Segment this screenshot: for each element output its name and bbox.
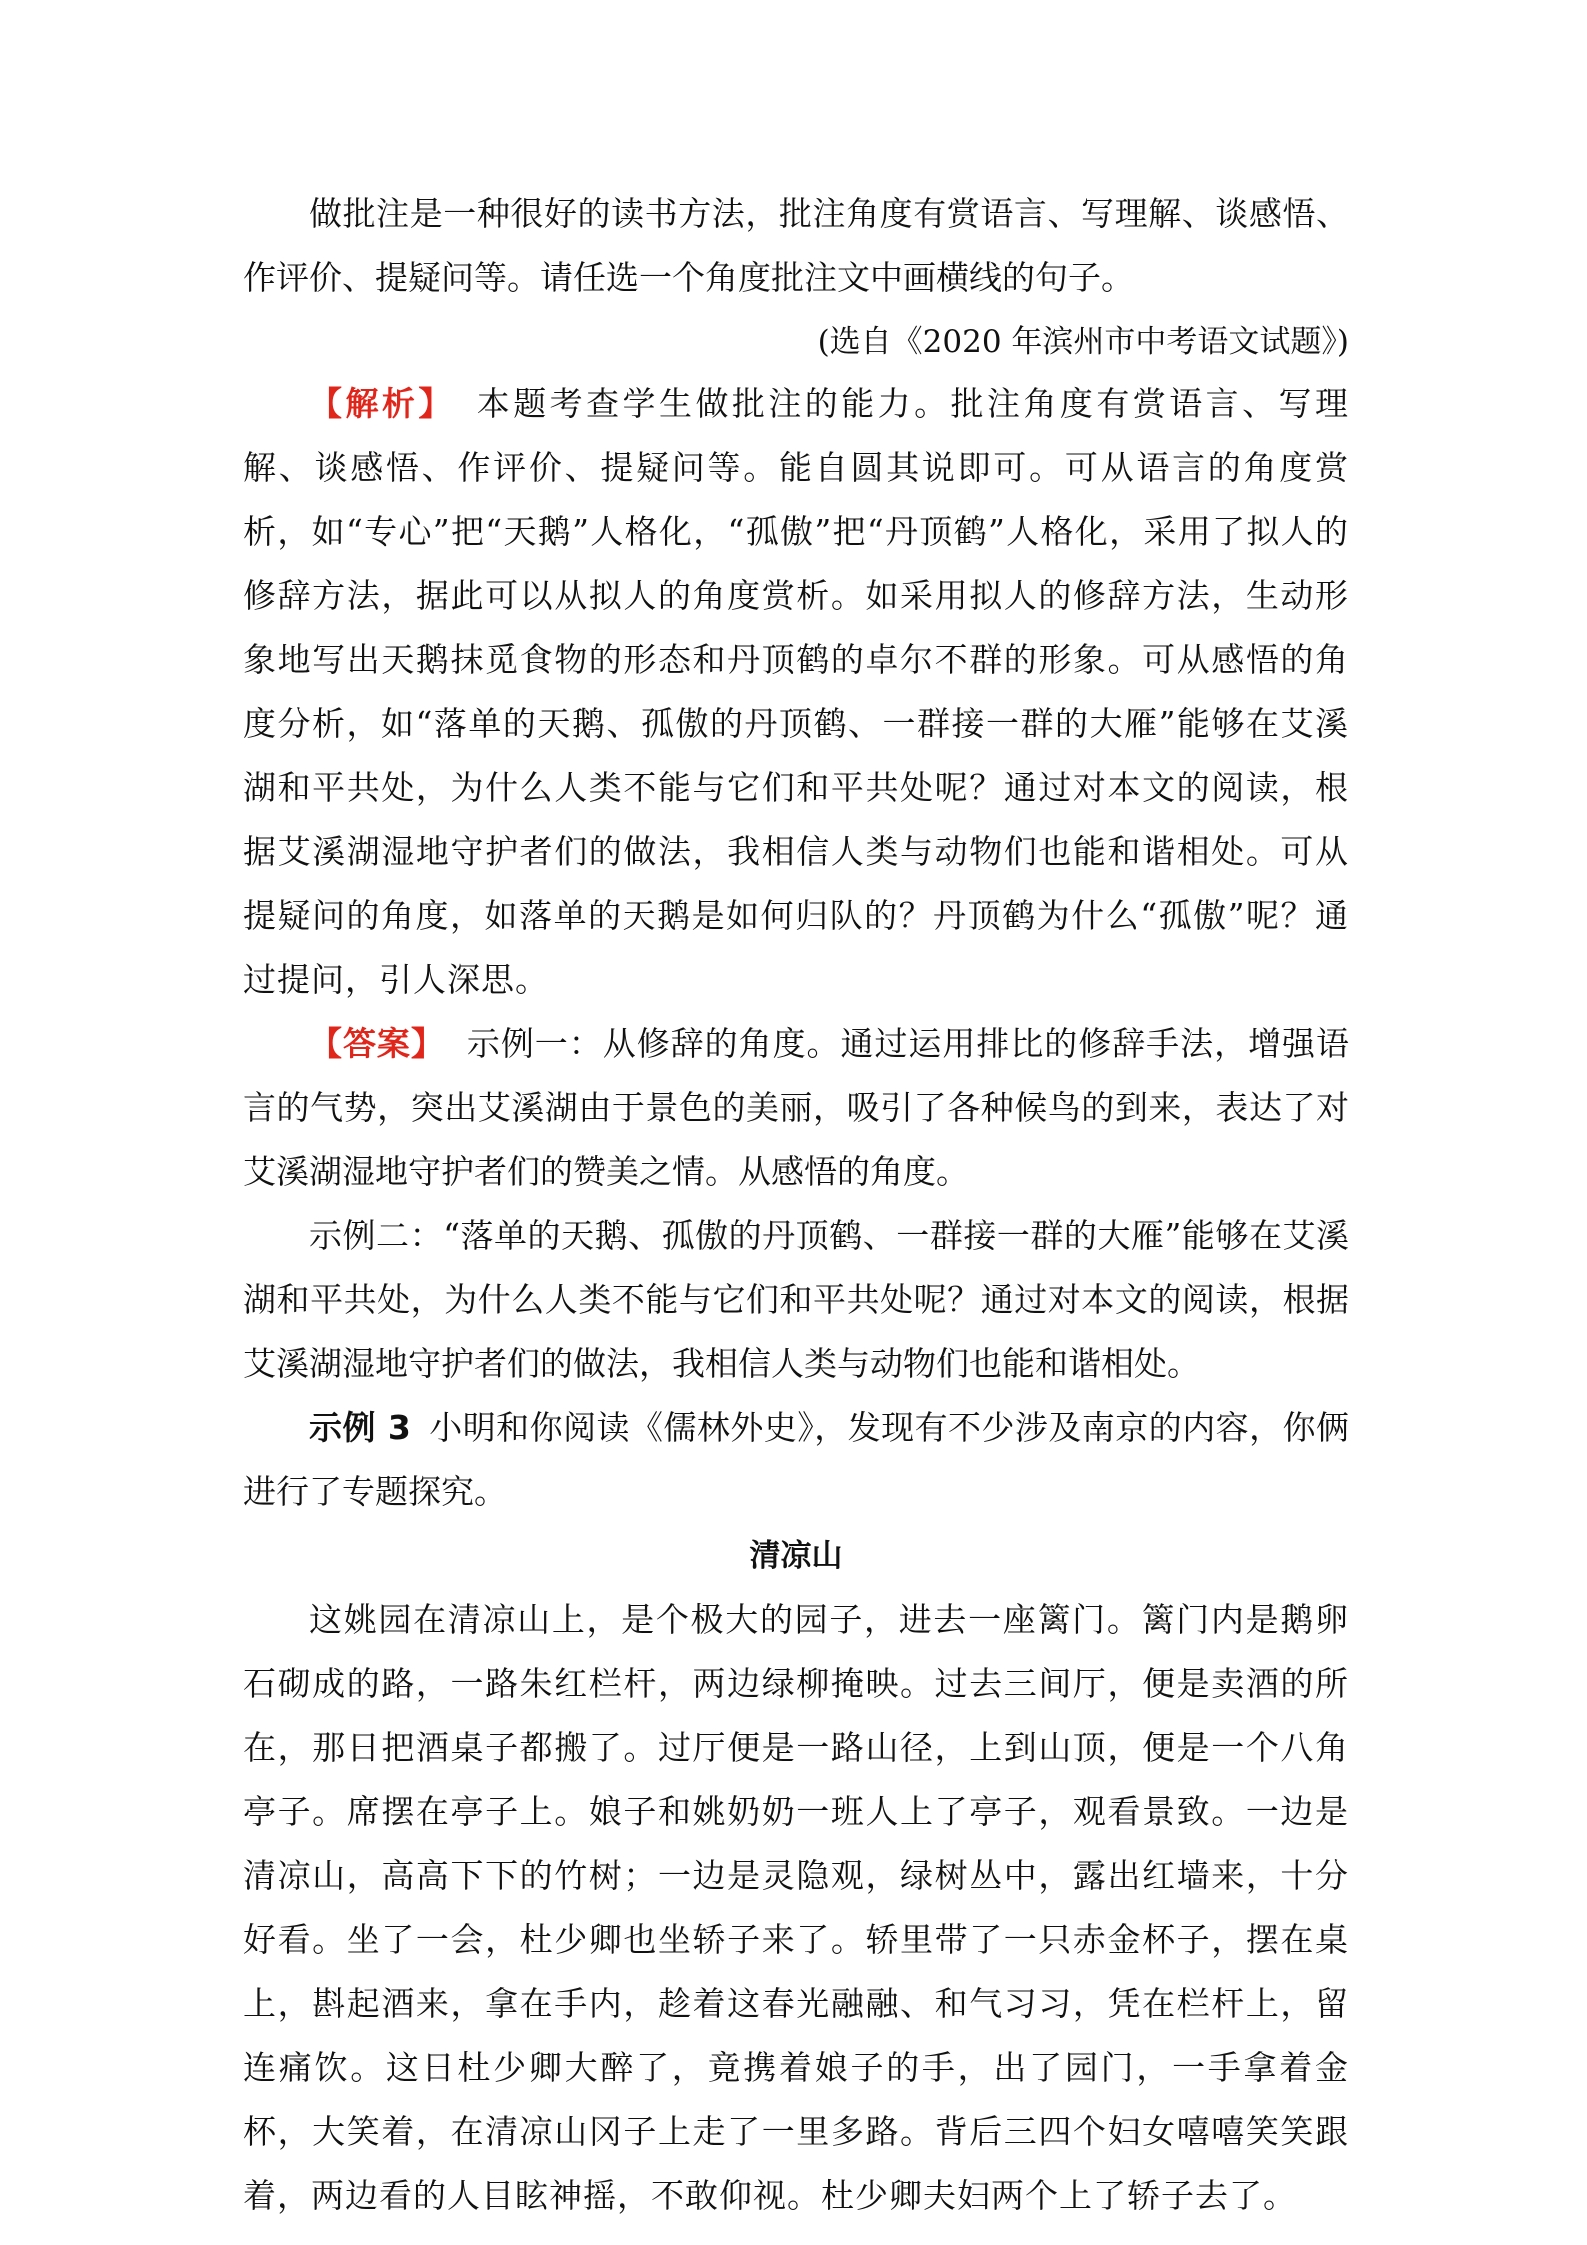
example-two-paragraph bbox=[243, 1204, 1349, 1396]
example3-paragraph bbox=[243, 1396, 1349, 1524]
document-page bbox=[243, 182, 1349, 2228]
analysis-text: 本题考查学生做批注的能力。批注角度有赏语言、写理解、谈感悟、作评价、提疑问等。能自圆其说即可。可从语言的角度赏析，如“专心”把“天鹅”人格化，“孤傲”把“丹顶鹤”人格化，采用了拟人的修辞方法，据此可以从拟人的角度赏析。如采用拟人的修辞方法，生动形象地写出天鹅抹觅食物的形态和丹顶鹤的卓尔不群的形象。可从感悟的角度分析，如“落单的天鹅、孤傲的丹顶鹤、一群接一群的大雁”能够在艾溪湖和平共处，为什么人类不能与它们和平共处呢？通过对本文的阅读，根据艾溪湖湿地守护者们的做法，我相信人类与动物们也能和谐相处。可从提疑问的角度，如落单的天鹅是如何归队的？丹顶鹤为什么“孤傲”呢？通过提问，引人深思。 bbox=[243, 384, 1350, 999]
passage-title: 清凉山 bbox=[749, 1538, 843, 1574]
example-two-text: 示例二：“落单的天鹅、孤傲的丹顶鹤、一群接一群的大雁”能够在艾溪湖和平共处，为什么人类不能与它们和平共处呢？通过对本文的阅读，根据艾溪湖湿地守护者们的做法，我相信人类与动物们也能和谐相处。 bbox=[243, 1216, 1349, 1383]
answer-paragraph bbox=[243, 1012, 1349, 1204]
source-line bbox=[243, 314, 1349, 370]
source-text: (选自《2020 年滨州市中考语文试题》) bbox=[817, 324, 1349, 360]
answer-label: 【答案】 bbox=[309, 1024, 445, 1063]
analysis-paragraph bbox=[243, 372, 1349, 1012]
passage-paragraph bbox=[243, 1588, 1349, 2228]
example3-label: 示例 3 bbox=[309, 1408, 411, 1447]
example3-text: 小明和你阅读《儒林外史》，发现有不少涉及南京的内容，你俩进行了专题探究。 bbox=[243, 1408, 1349, 1511]
instruction-text: 做批注是一种很好的读书方法，批注角度有赏语言、写理解、谈感悟、作评价、提疑问等。请任选一个角度批注文中画横线的句子。 bbox=[243, 194, 1349, 297]
analysis-label: 【解析】 bbox=[309, 384, 455, 423]
instruction-paragraph bbox=[243, 182, 1349, 310]
passage-body: 这姚园在清凉山上，是个极大的园子，进去一座篱门。篱门内是鹅卵石砌成的路，一路朱红栏杆，两边绿柳掩映。过去三间厅，便是卖酒的所在，那日把酒桌子都搬了。过厅便是一路山径，上到山顶，便是一个八角亭子。席摆在亭子上。娘子和姚奶奶一班人上了亭子，观看景致。一边是清凉山，高高下下的竹树；一边是灵隐观，绿树丛中，露出红墙来，十分好看。坐了一会，杜少卿也坐轿子来了。轿里带了一只赤金杯子，摆在桌上，斟起酒来，拿在手内，趁着这春光融融、和气习习，凭在栏杆上，留连痛饮。这日杜少卿大醉了，竟携着娘子的手，出了园门，一手拿着金杯，大笑着，在清凉山冈子上走了一里多路。背后三四个妇女嘻嘻笑笑跟着，两边看的人目眩神摇，不敢仰视。杜少卿夫妇两个上了轿子去了。 bbox=[243, 1600, 1349, 2215]
answer-text: 示例一：从修辞的角度。通过运用排比的修辞手法，增强语言的气势，突出艾溪湖由于景色的美丽，吸引了各种候鸟的到来，表达了对艾溪湖湿地守护者们的赞美之情。从感悟的角度。 bbox=[243, 1024, 1350, 1191]
